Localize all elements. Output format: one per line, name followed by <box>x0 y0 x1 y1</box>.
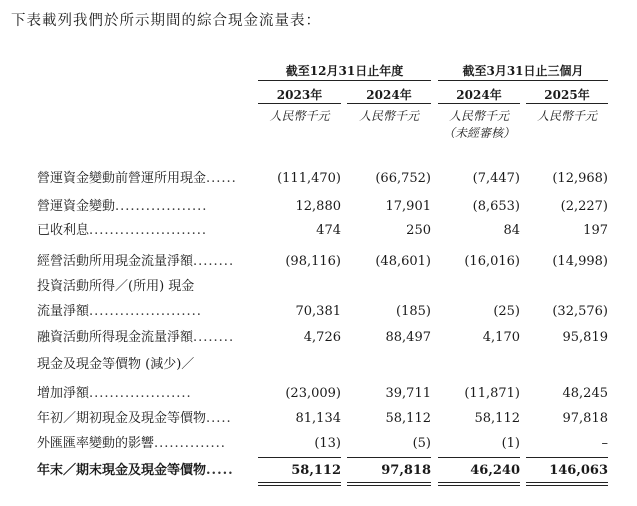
row-value <box>258 278 341 296</box>
row-label-text: 年初／期初現金及現金等價物 <box>37 411 207 426</box>
row-value: (16,016) <box>464 254 520 269</box>
group-underline-q <box>438 80 608 81</box>
row-value: 81,134 <box>295 411 341 426</box>
row-value: (13) <box>314 436 341 451</box>
row-label <box>37 278 194 296</box>
row-value: 95,819 <box>562 330 608 345</box>
subtotal-rule <box>526 457 608 458</box>
row-value: 4,726 <box>303 330 341 345</box>
row-value: (7,447) <box>472 171 520 186</box>
double-underline <box>347 485 431 486</box>
row-label-text: 流量淨額 <box>37 304 90 319</box>
double-underline <box>438 482 520 483</box>
leader-dots: .................. <box>115 199 208 214</box>
row-value: (5) <box>412 436 431 451</box>
row-value: 97,818 <box>381 463 431 478</box>
row-value: 12,880 <box>295 199 341 214</box>
subtotal-rule <box>438 457 520 458</box>
leader-dots: ...... <box>206 171 237 186</box>
row-value: 197 <box>583 223 608 238</box>
row-label-text: 融資活動所得現金流量淨額 <box>37 330 194 345</box>
double-underline <box>258 482 341 483</box>
row-label-text: 外匯匯率變動的影響 <box>37 436 155 451</box>
row-value: (98,116) <box>285 254 341 269</box>
group-underline-fy <box>258 80 431 81</box>
row-value: 48,245 <box>562 386 608 401</box>
row-label <box>37 170 237 188</box>
leader-dots: ........ <box>193 330 235 345</box>
group-header-fiscal-year: 截至12月31日止年度 <box>285 64 404 78</box>
double-underline <box>526 485 608 486</box>
row-value: 58,112 <box>291 463 341 478</box>
row-label-text: 經營活動所用現金流量淨額 <box>37 254 194 269</box>
leader-dots: .............. <box>154 436 226 451</box>
leader-dots: ........ <box>193 254 235 269</box>
row-value <box>347 356 431 374</box>
row-value: 146,063 <box>549 463 608 478</box>
year-underline <box>526 103 608 104</box>
row-label <box>37 410 232 428</box>
row-value: 88,497 <box>385 330 431 345</box>
column-header-year: 2025年 <box>544 88 590 102</box>
row-label-text: 營運資金變動 <box>37 199 116 214</box>
row-value: 474 <box>316 223 341 238</box>
row-value: (11,871) <box>464 386 520 401</box>
leader-dots: .................... <box>89 386 192 401</box>
leader-dots: ..... <box>206 463 234 478</box>
row-value: 4,170 <box>482 330 520 345</box>
row-label <box>37 435 226 453</box>
double-underline <box>347 482 431 483</box>
year-underline <box>347 103 431 104</box>
leader-dots: ....................... <box>89 223 208 238</box>
row-value: 250 <box>406 223 431 238</box>
row-value: (8,653) <box>472 199 520 214</box>
row-value <box>438 278 520 296</box>
row-value: (25) <box>493 304 520 319</box>
row-value: 17,901 <box>385 199 431 214</box>
column-header-year: 2024年 <box>366 88 412 102</box>
row-label-text: 現金及現金等價物 (減少)／ <box>37 357 195 372</box>
row-label <box>37 222 207 240</box>
column-header-note: （未經審核） <box>442 126 515 140</box>
row-value: (1) <box>501 436 520 451</box>
row-value: – <box>601 436 608 451</box>
row-value: (2,227) <box>560 199 608 214</box>
row-value: 58,112 <box>385 411 431 426</box>
row-label-text: 投資活動所得／(所用) 現金 <box>37 279 195 294</box>
column-header-year: 2023年 <box>276 88 323 102</box>
double-underline <box>438 485 520 486</box>
column-header-unit: 人民幣千元 <box>269 109 330 123</box>
row-value: (23,009) <box>285 386 341 401</box>
column-header-unit: 人民幣千元 <box>358 109 419 123</box>
row-label <box>37 198 207 216</box>
year-underline <box>438 103 520 104</box>
row-label <box>37 356 194 374</box>
row-value <box>526 278 608 296</box>
row-value: (32,576) <box>552 304 608 319</box>
subtotal-rule <box>347 457 431 458</box>
row-label-text: 已收利息 <box>37 223 90 238</box>
column-header-unit: 人民幣千元 <box>448 109 509 123</box>
row-value: (14,998) <box>552 254 608 269</box>
row-value: (185) <box>396 304 431 319</box>
leader-dots: ..... <box>206 411 232 426</box>
intro-text: 下表載列我們於所示期間的綜合現金流量表： <box>11 13 321 29</box>
row-value <box>438 356 520 374</box>
row-value: (48,601) <box>375 254 431 269</box>
row-label-text: 年末／期末現金及現金等價物 <box>37 463 207 478</box>
row-label <box>37 303 202 321</box>
row-label <box>37 253 234 271</box>
row-value: 84 <box>503 223 520 238</box>
row-value <box>526 356 608 374</box>
row-value: 97,818 <box>562 411 608 426</box>
row-value: (12,968) <box>552 171 608 186</box>
row-label-text: 增加淨額 <box>37 386 90 401</box>
row-label <box>37 385 192 403</box>
row-value: 70,381 <box>295 304 341 319</box>
column-header-unit: 人民幣千元 <box>536 109 597 123</box>
row-value: (66,752) <box>375 171 431 186</box>
row-value: 39,711 <box>385 386 431 401</box>
double-underline <box>526 482 608 483</box>
row-label-text: 營運資金變動前營運所用現金 <box>37 171 207 186</box>
row-value: (111,470) <box>277 171 341 186</box>
double-underline <box>258 485 341 486</box>
subtotal-rule <box>258 457 341 458</box>
group-header-three-months: 截至3月31日止三個月 <box>462 64 584 78</box>
column-header-year: 2024年 <box>456 88 502 102</box>
leader-dots: ...................... <box>89 304 202 319</box>
row-value: 58,112 <box>474 411 520 426</box>
row-value <box>347 278 431 296</box>
row-label <box>37 462 234 480</box>
year-underline <box>258 103 341 104</box>
row-label <box>37 329 234 347</box>
row-value: 46,240 <box>470 463 520 478</box>
row-value <box>258 356 341 374</box>
